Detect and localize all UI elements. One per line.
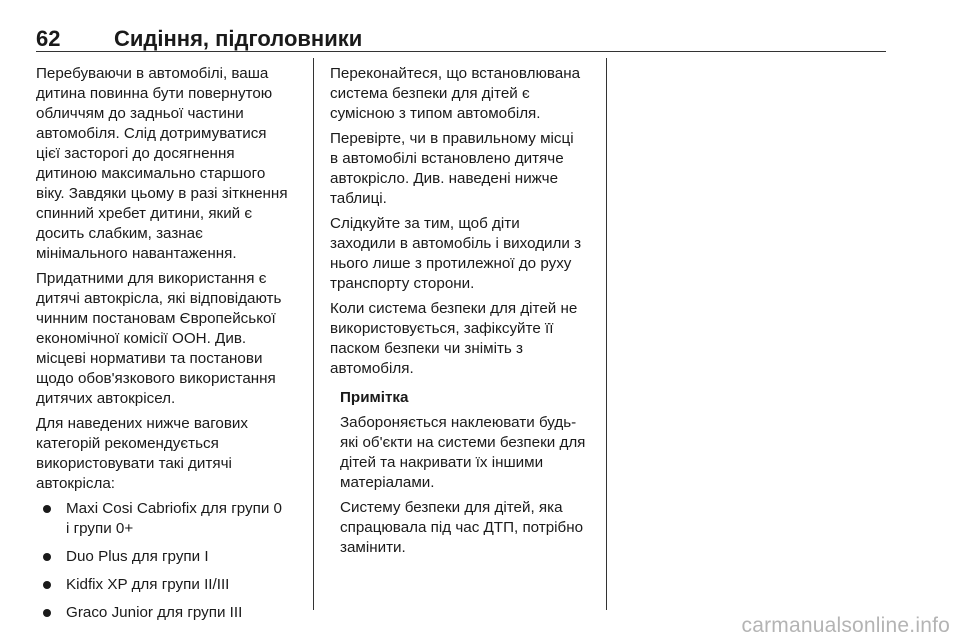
note-paragraph: Систему безпеки для дітей, яка спрацювала під час ДТП, потрібно замінити.: [340, 499, 584, 556]
paragraph: Перевірте, чи в правильному місці в автомобілі встановлено дитяче автокрісло. Див. наведені нижче таблиці.: [330, 130, 574, 207]
bullet-icon: [43, 505, 51, 513]
note-paragraph: Забороняється наклеювати будь- які об'єкти на системи безпеки для дітей та накривати їх іншими матеріалами.: [340, 414, 586, 491]
list-item-text: Graco Junior для групи III: [66, 604, 243, 621]
page-title: Сидіння, підголовники: [114, 26, 363, 51]
header-divider: [36, 51, 886, 52]
note-box: [340, 388, 598, 558]
paragraph: Для наведених нижче вагових категорій рекомендується використовувати такі дитячі автокрісла:: [36, 415, 249, 492]
text-column-2: [330, 64, 598, 563]
paragraph: Перебуваючи в автомобілі, ваша дитина повинна бути повернутою обличчям до задньої частини автомобіля. Слід дотримуватися цієї засторогі до досягнення дитиною максимально старшого віку. Завдяки цьому в разі зіткнення спинний хребет дитини, який є досить слабким, зазнає мінімального навантаження.: [36, 65, 288, 262]
list-item: [36, 547, 306, 567]
list-item: [36, 575, 306, 595]
paragraph: Переконайтеся, що встановлювана система безпеки для дітей є сумісною з типом автомобіля.: [330, 65, 581, 122]
text-column-1: [36, 64, 306, 631]
page-number: 62: [36, 26, 61, 51]
paragraph: Придатними для використання є дитячі автокрісла, які відповідають чинним постановам Європейської економічної комісії ООН. Див. місцеві нормативи та постанови щодо обов'язкового використання дитячих автокрісел.: [36, 270, 282, 407]
column-divider-right: [606, 58, 607, 610]
bullet-icon: [43, 553, 51, 561]
list-item-text: Maxi Cosi Cabriofix для групи 0 і групи 0+: [66, 500, 282, 537]
list-item-text: Duo Plus для групи I: [66, 548, 209, 565]
bullet-icon: [43, 609, 51, 617]
paragraph: Слідкуйте за тим, щоб діти заходили в автомобіль і виходили з нього лише з протилежної до руху транспорту сторони.: [330, 215, 582, 292]
watermark: carmanualsonline.info: [741, 614, 950, 637]
bullet-icon: [43, 581, 51, 589]
note-title: Примітка: [340, 389, 409, 406]
list-item: [36, 603, 306, 623]
paragraph: Коли система безпеки для дітей не використовується, зафіксуйте її паском безпеки чи зніміть з автомобіля.: [330, 300, 578, 377]
list-item-text: Kidfix XP для групи II/III: [66, 576, 230, 593]
list-item: [36, 499, 306, 539]
car-seat-list: [36, 499, 306, 623]
column-divider-left: [313, 58, 314, 610]
